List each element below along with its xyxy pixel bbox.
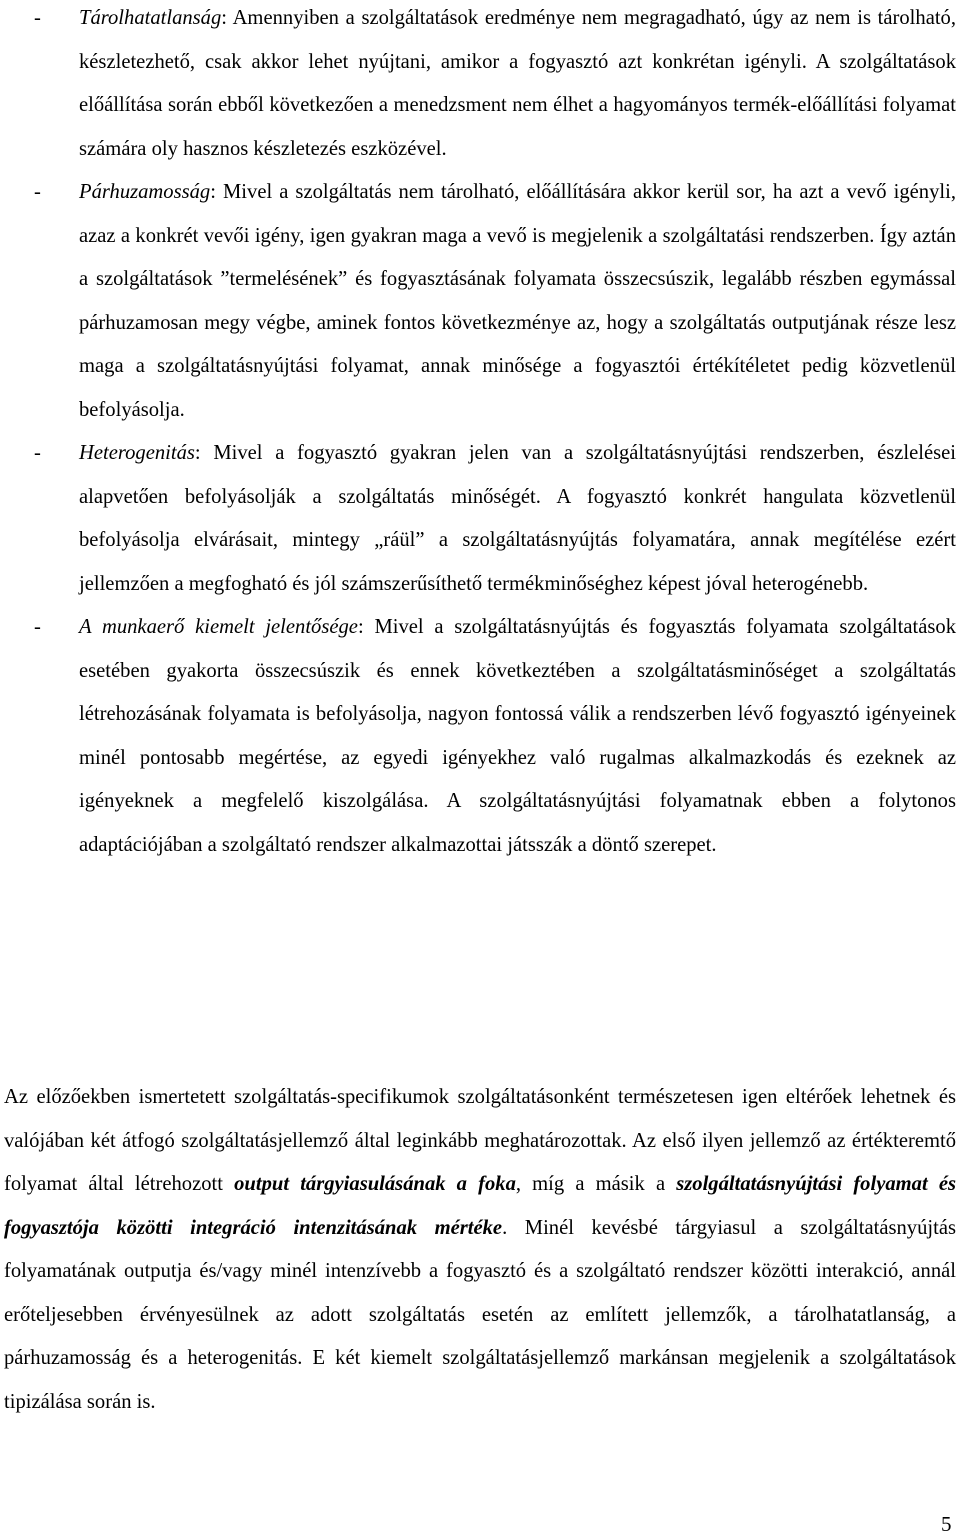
paragraph-text: , míg a másik a xyxy=(515,1173,677,1195)
list-bullet-dash: - xyxy=(34,7,41,29)
service-characteristics-list xyxy=(34,0,956,867)
term-parallelism: Párhuzamosság xyxy=(79,181,211,203)
list-bullet-dash: - xyxy=(34,616,41,638)
list-bullet-dash: - xyxy=(34,442,41,464)
emphasis-integration-intensity: szolgáltatásnyújtási folyamat és fogyasztója közötti integráció intenzitásának mértéke xyxy=(4,1173,956,1239)
item-text: : Mivel a fogyasztó gyakran jelen van a szolgáltatásnyújtási rendszerben, észlelései alapvetően befolyásolják a szolgáltatás minőségét. A fogyasztó konkrét hangulata közvetlenül befolyásolja elvárásait, mintegy „ráül” a szolgáltatásnyújtás folyamatára, annak megítélése ezért jellemzően a megfogható és jól számszerűsíthető termékminőséghez képest jóval heterogénebb. xyxy=(79,442,956,595)
list-item-parallelism xyxy=(34,171,956,432)
term-heterogeneity: Heterogenitás xyxy=(79,442,195,464)
term-workforce: A munkaerő kiemelt jelentősége xyxy=(79,616,358,638)
item-text: : Mivel a szolgáltatásnyújtás és fogyasztás folyamata szolgáltatások esetében gyakorta összecsúszik és ennek következtében a szolgáltatásminőséget a szolgáltatás létrehozásának folyamata is befolyásolja, nagyon fontossá válik a rendszerben lévő fogyasztó igényeinek minél pontosabb megértése, az egyedi igényekhez való rugalmas alkalmazkodás és ezeknek az igényeknek a megfelelő kiszolgálása. A szolgáltatásnyújtási folyamatnak ebben a folytonos adaptációjában a szolgáltató rendszer alkalmazottai játsszák a döntő szerepet. xyxy=(79,616,956,856)
page-number: 5 xyxy=(941,1512,952,1536)
paragraph-text: . Minél kevésbé tárgyiasul a szolgáltatásnyújtás folyamatának outputja és/vagy minél intenzívebb a fogyasztó és a szolgáltató rendszer közötti interakció, annál erőteljesebben érvényesülnek az adott szolgáltatás esetén az említett jellemzők, a tárolhatatlanság, a párhuzamosság és a heterogenitás. E két kiemelt szolgáltatásjellemző markánsan megjelenik a szolgáltatások tipizálása során is. xyxy=(4,1216,956,1413)
paragraph-text: Az előzőekben ismertetett szolgáltatás-specifikumok szolgáltatásonként természetesen igen eltérőek lehetnek és valójában két átfogó szolgáltatásjellemző által leginkább meghatározottak. Az első ilyen jellemző az értékteremtő folyamat által létrehozott xyxy=(4,1086,956,1195)
list-bullet-dash: - xyxy=(34,181,41,203)
item-text: : Amennyiben a szolgáltatások eredménye nem megragadható, úgy az nem is tárolható, készletezhető, csak akkor lehet nyújtani, amikor a fogyasztó azt konkrétan igényli. A szolgáltatások előállítása során ebből következően a menedzsment nem élhet a hagyományos termék-előállítási folyamat számára oly hasznos készletezés eszközével. xyxy=(79,7,956,160)
summary-paragraph xyxy=(4,1076,956,1424)
list-item-workforce xyxy=(34,606,956,867)
list-item-storability xyxy=(34,0,956,171)
emphasis-output-tangibility: output tárgyiasulásának a foka xyxy=(234,1173,516,1195)
term-storability: Tárolhatatlanság xyxy=(79,7,222,29)
item-text: : Mivel a szolgáltatás nem tárolható, előállítására akkor kerül sor, ha azt a vevő igényli, azaz a konkrét vevői igény, igen gyakran maga a vevő is megjelenik a szolgáltatási rendszerben. Így aztán a szolgáltatások ”termelésének” és fogyasztásának folyamata összecsúszik, legalább részben egymással párhuzamosan megy végbe, aminek fontos következménye az, hogy a szolgáltatás outputjának része lesz maga a szolgáltatásnyújtási folyamat, annak minősége a fogyasztói értékítéletet pedig közvetlenül befolyásolja. xyxy=(79,181,956,421)
list-item-heterogeneity xyxy=(34,432,956,606)
